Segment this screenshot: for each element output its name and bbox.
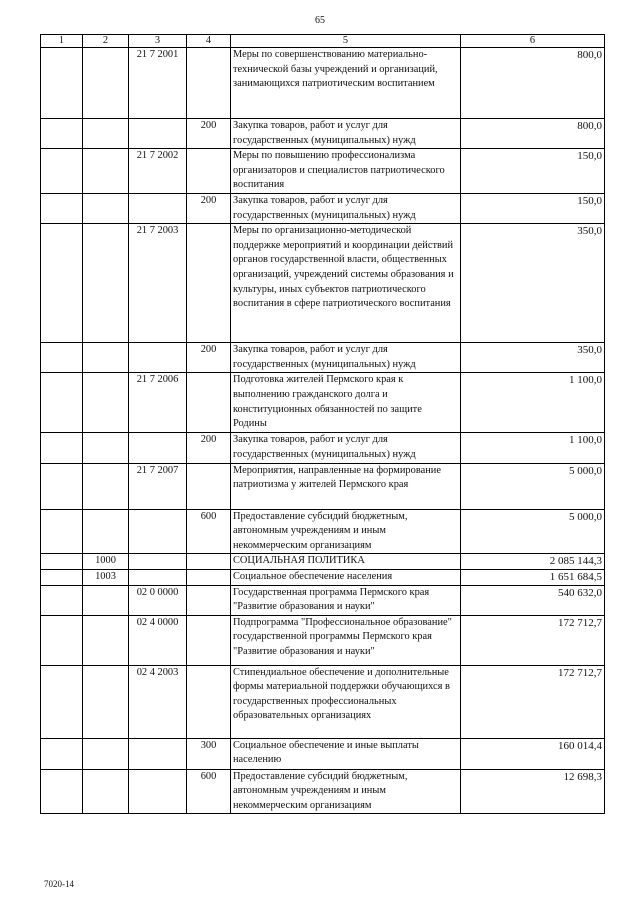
cell-amount: 350,0 [461,343,605,373]
cell-target-code: 21 7 2002 [129,149,187,194]
cell-name: Меры по повышению профессионализма организаторов и специалистов патриотического воспитания [231,149,461,194]
cell-col1 [41,433,83,463]
cell-target-code: 02 0 0000 [129,585,187,615]
cell-target-code: 02 4 2003 [129,665,187,738]
table-row [41,119,605,149]
cell-name: Меры по организационно-методической поддержке мероприятий и координации действий органов государственной власти, общественных организаций, учреждений системы образования и культуры, иных субъектов патриотического воспитания в сфере патриотического воспитания [231,224,461,343]
cell-section [83,738,129,769]
cell-amount: 540 632,0 [461,585,605,615]
page-number: 65 [315,15,325,26]
cell-name: Закупка товаров, работ и услуг для государственных (муниципальных) нужд [231,193,461,223]
cell-col1 [41,665,83,738]
cell-expense-type: 300 [187,738,231,769]
cell-target-code [129,193,187,223]
cell-col1 [41,738,83,769]
table-row [41,585,605,615]
col-header-6: 6 [461,35,605,48]
cell-target-code: 21 7 2003 [129,224,187,343]
cell-name: Закупка товаров, работ и услуг для государственных (муниципальных) нужд [231,433,461,463]
table-row [41,224,605,343]
cell-col1 [41,569,83,585]
cell-target-code [129,554,187,570]
table-row [41,193,605,223]
table-row [41,48,605,119]
cell-amount: 150,0 [461,149,605,194]
cell-section [83,119,129,149]
cell-name: Подготовка жителей Пермского края к выполнению гражданского долга и конституционных обязанностей по защите Родины [231,373,461,433]
cell-section [83,193,129,223]
table-row [41,509,605,554]
cell-col1 [41,463,83,509]
cell-target-code: 21 7 2007 [129,463,187,509]
header-row [41,35,605,48]
cell-amount: 800,0 [461,48,605,119]
cell-expense-type: 200 [187,193,231,223]
cell-expense-type [187,554,231,570]
cell-name: Подпрограмма "Профессиональное образование" государственной программы Пермского края "Развитие образования и науки" [231,615,461,665]
cell-col1 [41,193,83,223]
cell-target-code: 21 7 2006 [129,373,187,433]
cell-name: СОЦИАЛЬНАЯ ПОЛИТИКА [231,554,461,570]
cell-expense-type [187,615,231,665]
cell-target-code [129,119,187,149]
cell-col1 [41,343,83,373]
cell-amount: 2 085 144,3 [461,554,605,570]
table-row [41,149,605,194]
cell-col1 [41,509,83,554]
cell-section [83,149,129,194]
cell-col1 [41,149,83,194]
table-row [41,433,605,463]
cell-target-code: 02 4 0000 [129,615,187,665]
table-body [41,48,605,814]
cell-col1 [41,554,83,570]
table-row [41,343,605,373]
cell-name: Государственная программа Пермского края "Развитие образования и науки" [231,585,461,615]
cell-expense-type [187,665,231,738]
cell-amount: 172 712,7 [461,665,605,738]
cell-name: Предоставление субсидий бюджетным, автономным учреждениям и иным некоммерческим организациям [231,509,461,554]
col-header-4: 4 [187,35,231,48]
cell-expense-type: 200 [187,343,231,373]
cell-section [83,463,129,509]
cell-section [83,343,129,373]
cell-section: 1000 [83,554,129,570]
footer-code: 7020-14 [44,879,74,889]
table-row [41,554,605,570]
cell-col1 [41,585,83,615]
cell-name: Социальное обеспечение населения [231,569,461,585]
cell-expense-type [187,224,231,343]
cell-amount: 150,0 [461,193,605,223]
col-header-1: 1 [41,35,83,48]
table-row [41,615,605,665]
cell-section [83,509,129,554]
cell-amount: 1 100,0 [461,373,605,433]
table-row [41,373,605,433]
table-row [41,463,605,509]
cell-section [83,615,129,665]
cell-expense-type [187,463,231,509]
cell-target-code [129,343,187,373]
cell-expense-type [187,373,231,433]
cell-name: Предоставление субсидий бюджетным, автономным учреждениям и иным некоммерческим организациям [231,769,461,814]
cell-expense-type: 600 [187,769,231,814]
cell-expense-type: 200 [187,433,231,463]
cell-target-code [129,569,187,585]
cell-amount: 350,0 [461,224,605,343]
table-row [41,665,605,738]
cell-col1 [41,769,83,814]
cell-expense-type: 200 [187,119,231,149]
cell-name: Закупка товаров, работ и услуг для государственных (муниципальных) нужд [231,119,461,149]
col-header-2: 2 [83,35,129,48]
cell-section [83,48,129,119]
col-header-3: 3 [129,35,187,48]
cell-col1 [41,373,83,433]
table-row [41,569,605,585]
cell-col1 [41,119,83,149]
cell-section [83,224,129,343]
cell-expense-type [187,48,231,119]
cell-target-code: 21 7 2001 [129,48,187,119]
cell-section [83,665,129,738]
cell-name: Стипендиальное обеспечение и дополнительные формы материальной поддержки обучающихся в государственных профессиональных образовательных организациях [231,665,461,738]
cell-section [83,585,129,615]
cell-amount: 1 651 684,5 [461,569,605,585]
cell-expense-type [187,149,231,194]
cell-target-code [129,738,187,769]
cell-target-code [129,769,187,814]
cell-amount: 1 100,0 [461,433,605,463]
cell-col1 [41,224,83,343]
cell-amount: 5 000,0 [461,509,605,554]
cell-name: Меры по совершенствованию материально-технической базы учреждений и организаций, занимающихся патриотическим воспитанием [231,48,461,119]
cell-amount: 800,0 [461,119,605,149]
cell-section [83,373,129,433]
cell-amount: 12 698,3 [461,769,605,814]
table-row [41,738,605,769]
cell-expense-type: 600 [187,509,231,554]
table-row [41,769,605,814]
cell-amount: 160 014,4 [461,738,605,769]
cell-expense-type [187,585,231,615]
cell-name: Социальное обеспечение и иные выплаты населению [231,738,461,769]
cell-target-code [129,433,187,463]
cell-amount: 172 712,7 [461,615,605,665]
cell-target-code [129,509,187,554]
cell-amount: 5 000,0 [461,463,605,509]
cell-section: 1003 [83,569,129,585]
cell-expense-type [187,569,231,585]
cell-section [83,769,129,814]
cell-col1 [41,615,83,665]
cell-section [83,433,129,463]
cell-name: Закупка товаров, работ и услуг для государственных (муниципальных) нужд [231,343,461,373]
cell-name: Мероприятия, направленные на формирование патриотизма у жителей Пермского края [231,463,461,509]
budget-table [40,34,605,814]
col-header-5: 5 [231,35,461,48]
cell-col1 [41,48,83,119]
